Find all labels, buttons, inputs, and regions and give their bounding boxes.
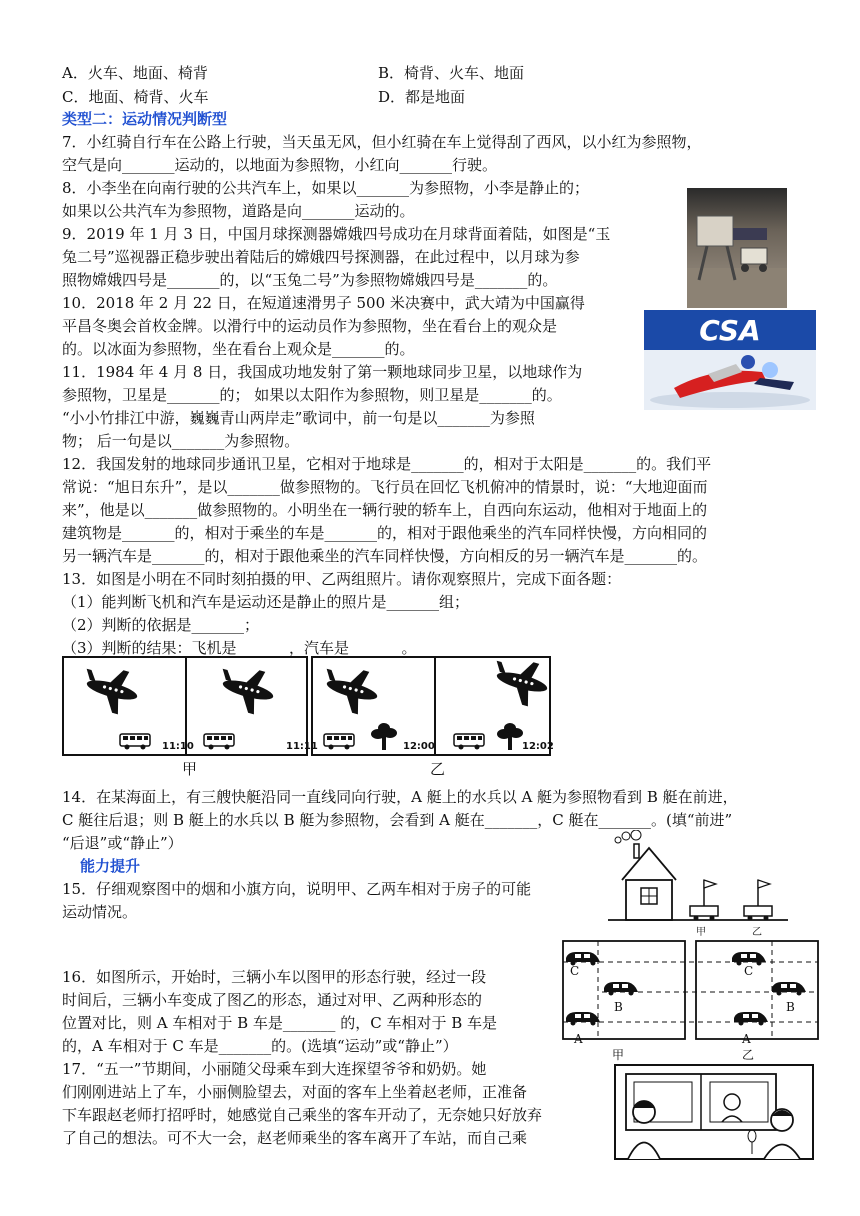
q8-line2: 如果以公共汽车为参照物，道路是向_______运动的。 [62, 202, 415, 220]
q17-line3: 下车跟赵老师打招呼时，她感觉自己乘坐的客车开动了，无奈她只好放弃 [62, 1106, 543, 1124]
car-label-right-a: A [742, 1032, 751, 1046]
car-label-right-c: C [744, 964, 754, 978]
q10-line1: 10．2018 年 2 月 22 日，在短道速滑男子 500 米决赛中，武大靖为中国赢得 [62, 294, 585, 312]
q14-line1: 14．在某海面上，有三艘快艇沿同一直线同向行驶，A 艇上的水兵以 A 艇为参照物看到 B 艇在前进， [62, 788, 738, 806]
photo-time-2: 11:11 [286, 741, 318, 752]
photo-group-jia-label: 甲 [182, 760, 198, 778]
photo-time-1: 11:10 [162, 741, 194, 752]
q17-line4: 了自己的想法。可不大一会，赵老师乘坐的客车离开了车站，而自己乘 [62, 1129, 528, 1147]
car-label-right-b: B [786, 1000, 795, 1014]
banner-text: CSA [699, 314, 761, 347]
q11-line3: “小小竹排江中游，巍巍青山两岸走”歌词中，前一句是以_______为参照 [62, 409, 535, 427]
q11-line4: 物； 后一句是以_______为参照物。 [62, 432, 300, 450]
q12-line4: 建筑物是_______的，相对于乘坐的车是_______的，相对于跟他乘坐的汽车同样快慢，方向相同的 [62, 524, 708, 542]
option-d: D．都是地面 [378, 88, 466, 106]
q16-line3: 位置对比，则 A 车相对于 B 车是_______ 的，C 车相对于 B 车是 [62, 1014, 498, 1032]
house-car2-label: 乙 [752, 927, 762, 938]
q16-line2: 时间后，三辆小车变成了图乙的形态，通过对甲、乙两种形态的 [62, 991, 483, 1009]
q7-line1: 7．小红骑自行车在公路上行驶，当天虽无风，但小红骑在车上觉得刮了西风，以小红为参照物， [62, 133, 702, 151]
car-label-left-c: C [570, 964, 580, 978]
moon-rover-photo [687, 188, 787, 308]
q13-line4: （3）判断的结果：飞机是_______，汽车是_______。 [62, 639, 417, 657]
q13-line1: 13．如图是小明在不同时刻拍摄的甲、乙两组照片。请你观察照片，完成下面各题： [62, 570, 622, 588]
cars-caption-jia: 甲 [612, 1048, 625, 1062]
q13-line2: （1）能判断飞机和汽车是运动还是静止的照片是_______组； [62, 593, 470, 611]
q14-line3: “后退”或“静止”） [62, 834, 183, 852]
q8-line1: 8．小李坐在向南行驶的公共汽车上，如果以_______为参照物，小李是静止的； [62, 179, 590, 197]
car-label-left-b: B [614, 1000, 623, 1014]
house-flags-figure [608, 830, 788, 938]
q16-line1: 16．如图所示，开始时，三辆小车以图甲的形态行驶，经过一段 [62, 968, 487, 986]
q15-line1: 15．仔细观察图中的烟和小旗方向，说明甲、乙两车相对于房子的可能 [62, 880, 532, 898]
q12-line2: 常说：“旭日东升”，是以_______做参照物的。飞行员在回忆飞机俯冲的情景时，说：“大地迎面而 [62, 478, 708, 496]
option-a: A．火车、地面、椅背 [62, 64, 208, 82]
cars-caption-yi: 乙 [742, 1048, 755, 1062]
q16-line4: 的，A 车相对于 C 车是_______的。(选填“运动”或“静止”） [62, 1037, 458, 1055]
option-b: B．椅背、火车、地面 [378, 64, 525, 82]
q7-line2: 空气是向_______运动的，以地面为参照物，小红向_______行驶。 [62, 156, 498, 174]
three-cars-figure [562, 940, 822, 1052]
speed-skating-photo [644, 310, 816, 410]
q11-line1: 11．1984 年 4 月 8 日，我国成功地发射了第一颗地球同步卫星，以地球作为 [62, 363, 583, 381]
q14-line2: C 艇往后退；则 B 艇上的水兵以 B 艇为参照物，会看到 A 艇在_______，C 艇在_______。(填“前进” [62, 811, 733, 829]
q9-line1: 9．2019 年 1 月 3 日，中国月球探测器嫦娥四号成功在月球背面着陆，如图是“玉 [62, 225, 611, 243]
q11-line2: 参照物，卫星是_______的； 如果以太阳作为参照物，则卫星是_______的。 [62, 386, 562, 404]
q9-line3: 照物嫦娥四号是_______的，以“玉兔二号”为参照物嫦娥四号是_______的。 [62, 271, 558, 289]
bus-window-cartoon [614, 1064, 814, 1160]
photo-time-3: 12:00 [403, 741, 435, 752]
q15-line2: 运动情况。 [62, 903, 138, 921]
q10-line3: 的。以冰面为参照物，坐在看台上观众是_______的。 [62, 340, 415, 358]
q10-line2: 平昌冬奥会首枚金牌。以滑行中的运动员作为参照物，坐在看台上的观众是 [62, 317, 558, 335]
section-heading-type2: 类型二：运动情况判断型 [62, 110, 228, 128]
q13-line3: （2）判断的依据是_______； [62, 616, 260, 634]
q12-line3: 来”，他是以_______做参照物的。小明坐在一辆行驶的轿车上，自西向东运动，他相对于地面上的 [62, 501, 708, 519]
q17-line2: 们刚刚进站上了车，小丽侧脸望去，对面的客车上坐着赵老师，正准备 [62, 1083, 528, 1101]
photo-time-4: 12:02 [522, 741, 554, 752]
section-heading-ability: 能力提升 [80, 857, 141, 875]
q12-line5: 另一辆汽车是_______的，相对于跟他乘坐的汽车同样快慢，方向相反的另一辆汽车是_______的。 [62, 547, 708, 565]
car-label-left-a: A [574, 1032, 583, 1046]
photo-groups-figure [62, 656, 556, 780]
house-car1-label: 甲 [696, 927, 706, 938]
q9-line2: 兔二号”巡视器正稳步驶出着陆后的嫦娥四号探测器，在此过程中，以月球为参 [62, 248, 580, 266]
q17-line1: 17．“五一”节期间，小丽随父母乘车到大连探望爷爷和奶奶。她 [62, 1060, 487, 1078]
option-c: C．地面、椅背、火车 [62, 88, 209, 106]
q12-line1: 12．我国发射的地球同步通讯卫星，它相对于地球是_______的，相对于太阳是_______的。我们平 [62, 455, 712, 473]
photo-group-yi-label: 乙 [430, 760, 446, 778]
